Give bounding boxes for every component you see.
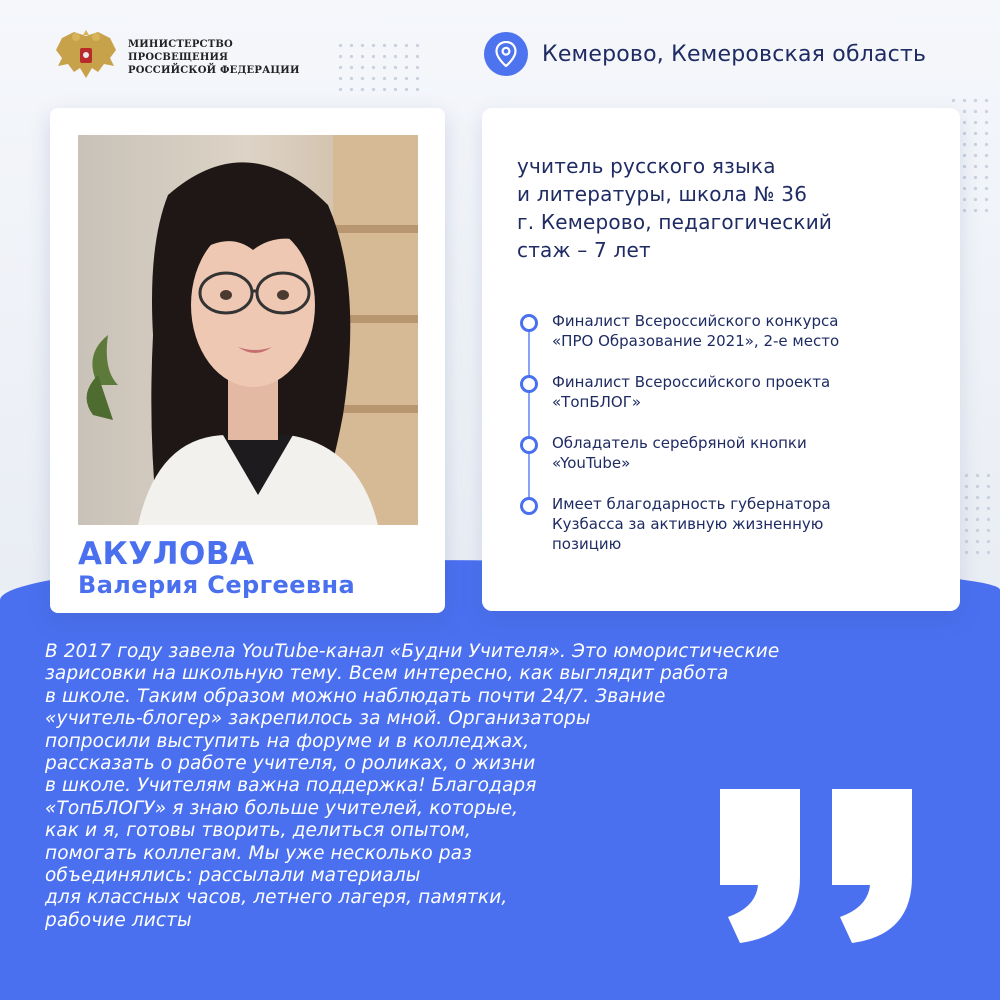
timeline-dot-icon <box>520 497 538 515</box>
ministry-name-line2: РОССИЙСКОЙ ФЕДЕРАЦИИ <box>128 64 300 76</box>
achievement-item <box>520 311 950 351</box>
quote-line: в школе. Таким образом можно наблюдать почти 24/7. Звание <box>45 685 666 707</box>
role-description <box>517 152 947 264</box>
quote-line: «учитель-блогер» закрепилось за мной. Организаторы <box>45 708 591 730</box>
closing-quote-icon <box>712 785 922 945</box>
map-pin-icon <box>484 32 528 76</box>
photo-card <box>50 108 445 613</box>
quote-line: рабочие листы <box>45 909 192 931</box>
location-block <box>484 32 926 76</box>
person-first-names: Валерия Сергеевна <box>78 571 356 599</box>
achievement-text: Имеет благодарность губернатора Кузбасса за активную жизненную позицию <box>552 495 831 553</box>
info-card <box>482 108 960 611</box>
quote-line: попросили выступить на форуме и в колледжах, <box>45 730 530 752</box>
location-text: Кемерово, Кемеровская область <box>542 41 927 67</box>
achievement-text: Финалист Всероссийского конкурса «ПРО Образование 2021», 2-е место <box>552 312 840 350</box>
timeline-dot-icon <box>520 314 538 332</box>
timeline-dot-icon <box>520 375 538 393</box>
role-line: г. Кемерово, педагогический <box>517 210 833 234</box>
quote-line: объединялись: рассылали материалы <box>45 865 421 887</box>
achievement-item <box>520 494 950 554</box>
timeline-dot-icon <box>520 436 538 454</box>
quote-line: «ТопБЛОГУ» я знаю больше учителей, которые, <box>45 797 519 819</box>
quote-line: В 2017 году завела YouTube-канал «Будни Учителя». Это юмористические <box>45 641 780 662</box>
ministry-name-line1: МИНИСТЕРСТВО ПРОСВЕЩЕНИЯ <box>128 38 233 63</box>
quote-line: для классных часов, летнего лагеря, памятки, <box>45 887 508 909</box>
role-line: стаж – 7 лет <box>517 238 651 262</box>
dot-pattern <box>335 40 425 95</box>
quote-line: зарисовки на школьную тему. Всем интересно, как выглядит работа <box>45 663 729 685</box>
achievement-item <box>520 372 950 412</box>
achievement-text: Обладатель серебряной кнопки «YouTube» <box>552 434 807 472</box>
ministry-logo <box>52 28 328 86</box>
quote-line: в школе. Учителям важна поддержка! Благодаря <box>45 775 537 797</box>
achievement-item <box>520 433 950 473</box>
coat-of-arms-icon <box>52 28 120 86</box>
quote-line: как и я, готовы творить, делиться опытом, <box>45 820 472 842</box>
person-last-name: АКУЛОВА <box>78 536 255 572</box>
portrait-photo <box>78 135 418 525</box>
quote-line: помогать коллегам. Мы уже несколько раз <box>45 842 472 864</box>
role-line: учитель русского языка <box>517 154 776 178</box>
achievement-text: Финалист Всероссийского проекта «ТопБЛОГ» <box>552 373 831 411</box>
role-line: и литературы, школа № 36 <box>517 182 808 206</box>
quote-line: рассказать о работе учителя, о роликах, о жизни <box>45 753 536 775</box>
